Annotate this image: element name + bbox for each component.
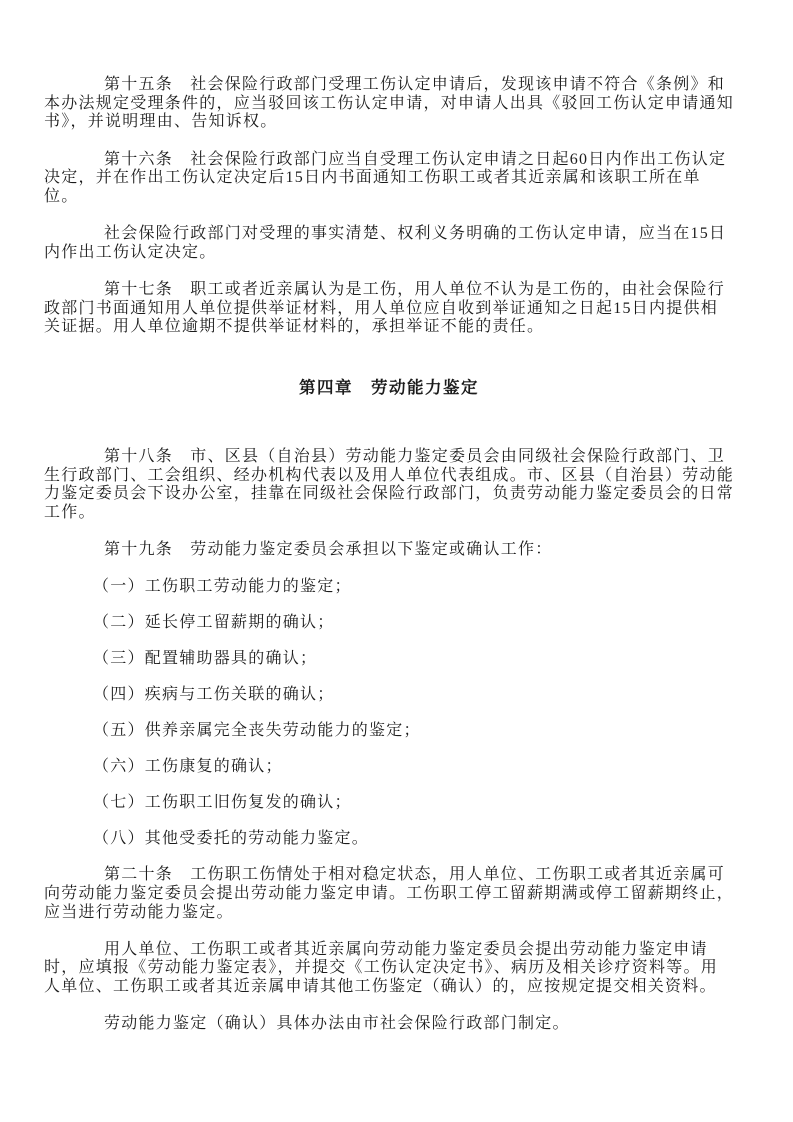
paragraph-article-17: 第十七条 职工或者近亲属认为是工伤，用人单位不认为是工伤的，由社会保险行政部门书面通知用人单位提供举证材料，用人单位应自收到举证通知之日起15日内提供相关证据。用人单位逾期不提供举证材料的，承担举证不能的责任。 <box>44 280 726 336</box>
list-item-2: （二）延长停工留薪期的确认； <box>93 614 335 632</box>
paragraph-article-16-continued: 社会保险行政部门对受理的事实清楚、权利义务明确的工伤认定申请，应当在15日内作出工伤认定决定。 <box>44 225 727 261</box>
document-content <box>44 76 734 1034</box>
chapter-4-heading: 第四章 劳动能力鉴定 <box>299 377 479 397</box>
paragraph-article-20-closing: 劳动能力鉴定（确认）具体办法由市社会保险行政部门制定。 <box>104 1015 570 1033</box>
list-item-3: （三）配置辅助器具的确认； <box>93 650 318 668</box>
paragraph-article-18: 第十八条 市、区县（自治县）劳动能力鉴定委员会由同级社会保险行政部门、卫生行政部门、工会组织、经办机构代表以及用人单位代表组成。市、区县（自治县）劳动能力鉴定委员会下设办公室，挂靠在同级社会保险行政部门，负责劳动能力鉴定委员会的日常工作。 <box>44 447 735 522</box>
paragraph-article-19: 第十九条 劳动能力鉴定委员会承担以下鉴定或确认工作： <box>104 541 553 559</box>
paragraph-article-20: 第二十条 工伤职工伤情处于相对稳定状态，用人单位、工伤职工或者其近亲属可向劳动能力鉴定委员会提出劳动能力鉴定申请。工伤职工停工留薪期满或停工留薪期终止，应当进行劳动能力鉴定。 <box>44 866 735 921</box>
list-item-1: （一）工伤职工劳动能力的鉴定； <box>93 578 352 596</box>
paragraph-article-20-continued: 用人单位、工伤职工或者其近亲属向劳动能力鉴定委员会提出劳动能力鉴定申请时，应填报《劳动能力鉴定表》，并提交《工伤认定决定书》、病历及相关诊疗资料等。用人单位、工伤职工或者其近亲属申请其他工伤鉴定（确认）的，应按规定提交相关资料。 <box>44 940 719 996</box>
list-item-8: （八）其他受委托的劳动能力鉴定。 <box>93 830 370 848</box>
paragraph-article-16: 第十六条 社会保险行政部门应当自受理工伤认定申请之日起60日内作出工伤认定决定，并在作出工伤认定决定后15日内书面通知工伤职工或者其近亲属和该职工所在单位。 <box>44 150 727 205</box>
paragraph-article-15: 第十五条 社会保险行政部门受理工伤认定申请后，发现该申请不符合《条例》和本办法规定受理条件的，应当驳回该工伤认定申请，对申请人出具《驳回工伤认定申请通知书》，并说明理由、告知诉权。 <box>44 76 735 131</box>
list-item-5: （五）供养亲属完全丧失劳动能力的鉴定； <box>93 722 421 740</box>
list-item-7: （七）工伤职工旧伤复发的确认； <box>93 794 352 812</box>
list-item-4: （四）疾病与工伤关联的确认； <box>93 686 335 704</box>
list-item-6: （六）工伤康复的确认； <box>93 758 283 776</box>
